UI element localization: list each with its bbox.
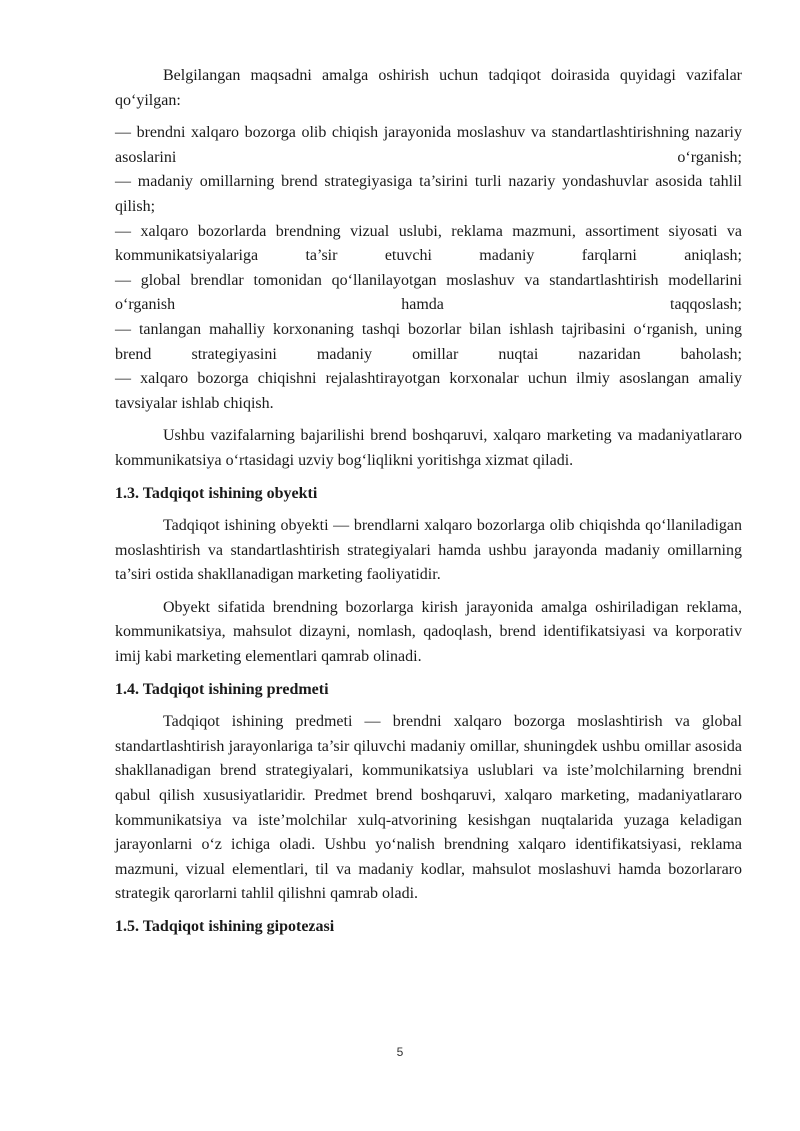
task-item: — tanlangan mahalliy korxonaning tashqi bozorlar bilan ishlash tajribasini o‘rganish, uning brend strategiyasini madaniy omillar nuqtai nazaridan baholash;: [115, 320, 742, 363]
document-page: [115, 64, 742, 948]
page-number: 5: [396, 1045, 404, 1059]
task-item: — global brendlar tomonidan qo‘llanilayotgan moslashuv va standartlashtirish modellarini o‘rganish hamda taqqoslash;: [115, 271, 742, 314]
summary-paragraph: Ushbu vazifalarning bajarilishi brend boshqaruvi, xalqaro marketing va madaniyatlararo kommunikatsiya o‘rtasidagi uzviy bog‘liqlikni yoritishga xizmat qiladi.: [115, 427, 742, 469]
section-heading-subject: 1.4. Tadqiqot ishining predmeti: [115, 680, 329, 698]
body-paragraph: Obyekt sifatida brendning bozorlarga kirish jarayonida amalga oshiriladigan reklama, kommunikatsiya, mahsulot dizayni, nomlash, qadoqlash, brend identifikatsiyasi va korporativ imij kabi marketing elementlari qamrab olinadi.: [115, 598, 742, 666]
task-item: — xalqaro bozorlarda brendning vizual uslubi, reklama mazmuni, assortiment siyosati va kommunikatsiyalariga ta’sir etuvchi madaniy farqlarni aniqlash;: [115, 222, 742, 265]
task-item: — madaniy omillarning brend strategiyasiga ta’sirini turli nazariy yondashuvlar asosida tahlil qilish;: [115, 173, 742, 215]
section-heading-object: 1.3. Tadqiqot ishining obyekti: [115, 484, 318, 502]
task-list: [115, 121, 742, 416]
body-paragraph: Tadqiqot ishining predmeti — brendni xalqaro bozorga moslashtirish va global standartlashtirish jarayonlariga ta’sir qiluvchi madaniy omillar, shuningdek ushbu omillar asosida shakllanadigan brend strategiyalari, kommunikatsiya uslublari va iste’molchilarning brendni qabul qilish xususiyatlaridir. Predmet brend boshqaruvi, xalqaro marketing, madaniyatlararo kommunikatsiya va iste’molchilar xulq-atvorining kesishgan nuqtalarida yuzaga keladigan jarayonlarni o‘z ichiga oladi. Ushbu yo‘nalish brendning xalqaro identifikatsiyasi, reklama mazmuni, vizual elementlari, til va madaniy kodlar, mahsulot moslashuvi hamda bozorlararo strategik qarorlarni tahlil qilishni qamrab oladi.: [115, 713, 742, 903]
task-item: — brendni xalqaro bozorga olib chiqish jarayonida moslashuv va standartlashtirishning nazariy asoslarini o‘rganish;: [115, 124, 742, 166]
task-item: — xalqaro bozorga chiqishni rejalashtirayotgan korxonalar uchun ilmiy asoslangan amaliy tavsiyalar ishlab chiqish.: [115, 370, 742, 412]
intro-paragraph: Belgilangan maqsadni amalga oshirish uchun tadqiqot doirasida quyidagi vazifalar qo‘yilgan:: [115, 67, 742, 109]
body-paragraph: Tadqiqot ishining obyekti — brendlarni xalqaro bozorlarga olib chiqishda qo‘llaniladigan moslashtirish va standartlashtirish strategiyalari hamda ushbu jarayonda madaniy omillarning ta’siri ostida shakllanadigan marketing faoliyatidir.: [115, 517, 742, 584]
section-heading-hypothesis: 1.5. Tadqiqot ishining gipotezasi: [115, 918, 335, 935]
